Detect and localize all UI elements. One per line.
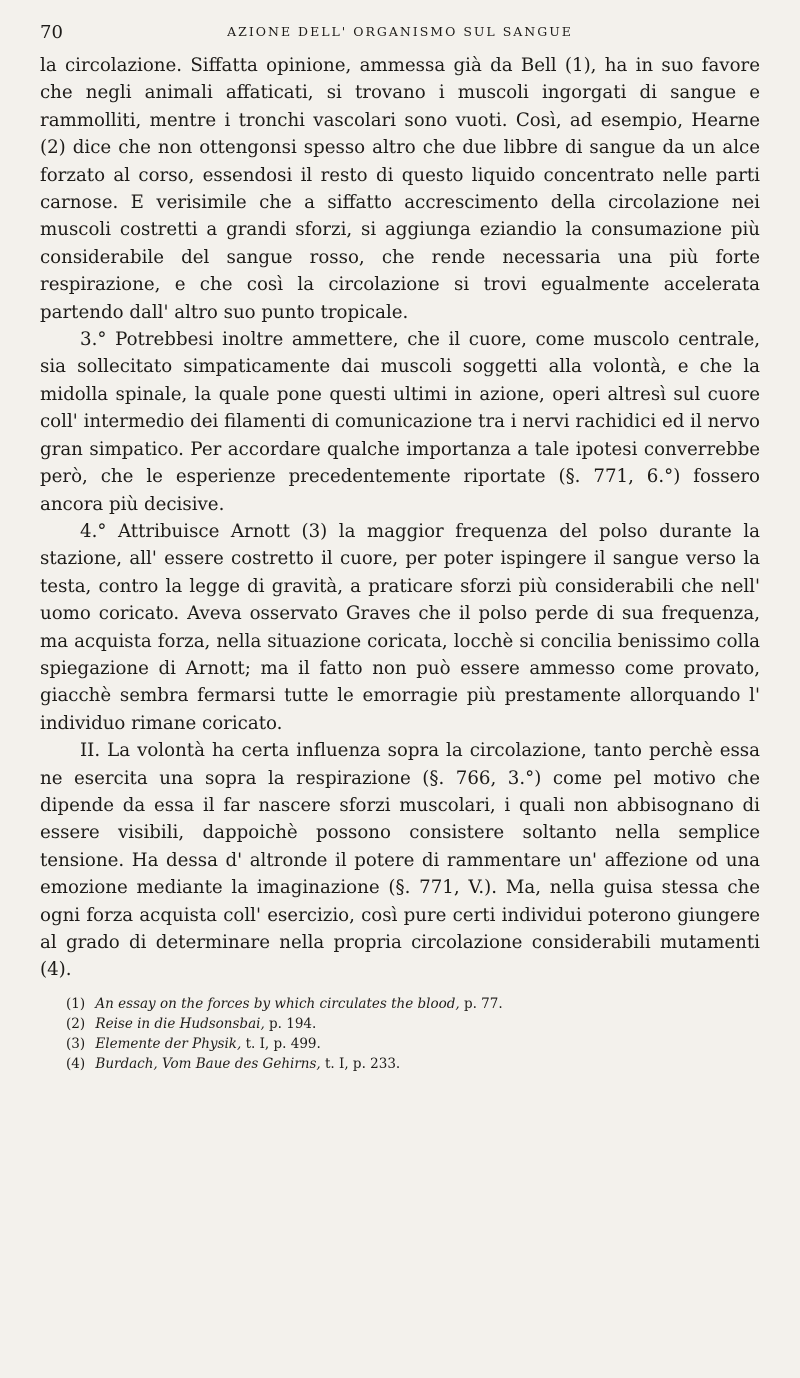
paragraph-continuation: la circolazione. Siffatta opinione, ammessa già da Bell (1), ha in suo favore che negli animali affaticati, si trovano i muscoli ingorgati di sangue e rammolliti, mentre i tronchi vascolari sono vuoti. Così, ad esempio, Hearne (2) dice che non ottengonsi spesso altro che due libbre di sangue da un alce forzato al corso, essendosi il resto di questo liquido concentrato nelle parti carnose. E verisimile che a siffatto accrescimento della circolazione nei muscoli costretti a grandi sforzi, si aggiunga eziandio la consumazione più considerabile del sangue rosso, che rende necessaria una più forte respirazione, e che così la circolazione si trovi egualmente accelerata partendo dall' altro suo punto tropicale. bbox=[40, 55, 760, 323]
footnote-number: (2) bbox=[66, 1015, 86, 1032]
page-header bbox=[40, 18, 760, 48]
footnote-ref: t. I, p. 499. bbox=[245, 1035, 321, 1052]
paragraph-section-II: II. La volontà ha certa influenza sopra la circolazione, tanto perchè essa ne esercita una sopra la respirazione (§. 766, 3.°) come pel motivo che dipende da essa il far nascere sforzi muscolari, i quali non abbisognano di essere visibili, dappoichè possono consistere soltanto nella semplice tensione. Ha dessa d' altronde il potere di rammentare un' affezione od una emozione mediante la imaginazione (§. 771, V.). Ma, nella guisa stessa che ogni forza acquista coll' esercizio, così pure certi individui poterono giungere al grado di determinare nella propria circolazione considerabili mutamenti (4). bbox=[40, 740, 760, 981]
running-title: AZIONE DELL' ORGANISMO SUL SANGUE bbox=[227, 24, 573, 39]
footnote-number: (4) bbox=[66, 1055, 86, 1072]
footnote-4 bbox=[40, 1054, 760, 1074]
footnotes bbox=[40, 994, 760, 1074]
footnote-ref: p. 77. bbox=[463, 995, 503, 1012]
footnote-number: (1) bbox=[66, 995, 86, 1012]
paragraph-point-3: 3.° Potrebbesi inoltre ammettere, che il cuore, come muscolo centrale, sia sollecitato simpaticamente dai muscoli soggetti alla volontà, e che la midolla spinale, la quale pone questi ultimi in azione, operi altresì sul cuore coll' intermedio dei filamenti di comunicazione tra i nervi rachidici ed il nervo gran simpatico. Per accordare qualche importanza a tale ipotesi converrebbe però, che le esperienze precedentemente riportate (§. 771, 6.°) fossero ancora più decisive. bbox=[40, 329, 760, 515]
footnote-work: Elemente der Physik, bbox=[95, 1035, 242, 1052]
footnote-1 bbox=[40, 994, 760, 1014]
footnote-work: Reise in die Hudsonsbai, bbox=[95, 1015, 265, 1032]
footnote-number: (3) bbox=[66, 1035, 86, 1052]
footnote-work: Burdach, Vom Baue des Gehirns, bbox=[95, 1055, 321, 1072]
footnote-3 bbox=[40, 1034, 760, 1054]
footnote-ref: t. I, p. 233. bbox=[325, 1055, 401, 1072]
page-number: 70 bbox=[40, 22, 63, 43]
footnote-ref: p. 194. bbox=[269, 1015, 317, 1032]
paragraph-point-4: 4.° Attribuisce Arnott (3) la maggior frequenza del polso durante la stazione, all' essere costretto il cuore, per poter ispingere il sangue verso la testa, contro la legge di gravità, a praticare sforzi più considerabili che nell' uomo coricato. Aveva osservato Graves che il polso perde di sua frequenza, ma acquista forza, nella situazione coricata, locchè si concilia benissimo colla spiegazione di Arnott; ma il fatto non può essere ammesso come provato, giacchè sembra fermarsi tutte le emorragie più prestamente allorquando l' individuo rimane coricato. bbox=[40, 520, 760, 734]
footnote-2 bbox=[40, 1014, 760, 1034]
footnote-work: An essay on the forces by which circulates the blood, bbox=[95, 995, 460, 1012]
body-text bbox=[40, 52, 760, 984]
